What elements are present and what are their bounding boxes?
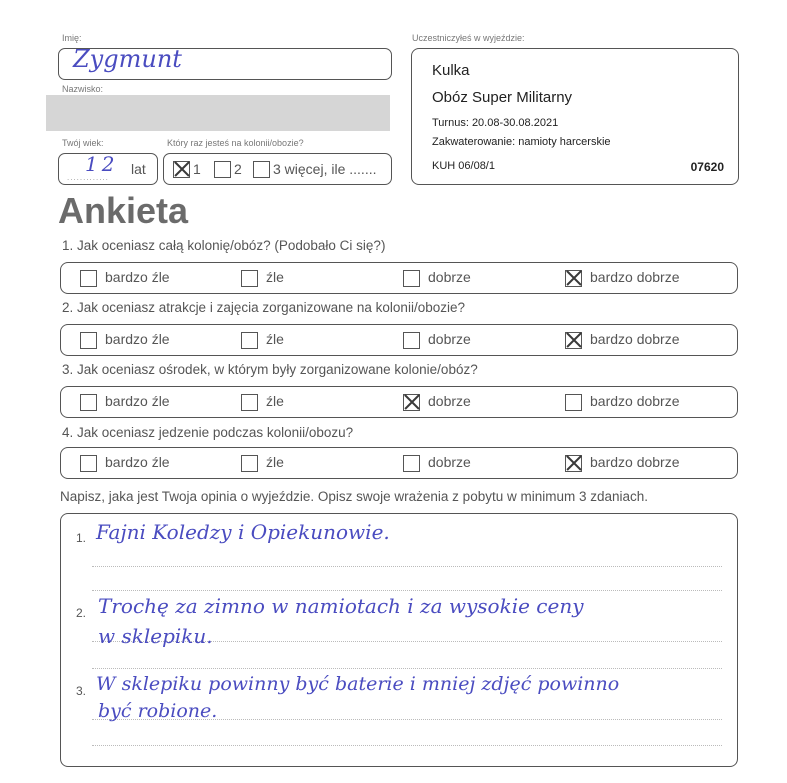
question-2-checkbox-2[interactable]	[241, 332, 258, 349]
name-label: Imię:	[62, 33, 82, 43]
question-2-option-label: bardzo źle	[105, 331, 170, 347]
opinion-2-line-2: w sklepiku.	[98, 624, 213, 648]
times-field	[163, 153, 392, 185]
redacted-surname	[46, 95, 390, 131]
question-4-option-label: źle	[266, 454, 284, 470]
age-value: 12	[85, 152, 119, 176]
question-4-checkbox-3[interactable]	[403, 455, 420, 472]
question-3-option-label: bardzo źle	[105, 393, 170, 409]
opinion-3-line-1: W sklepiku powinny być baterie i mniej zdjęć powinno	[96, 673, 620, 695]
ruled-line	[92, 590, 722, 591]
question-2-checkbox-3[interactable]	[403, 332, 420, 349]
question-4-option-label: bardzo dobrze	[590, 454, 680, 470]
opinion-number-1: 1.	[76, 531, 87, 545]
question-3-checkbox-3[interactable]	[403, 394, 420, 411]
name-field[interactable]	[58, 45, 392, 80]
opinion-number-2: 2.	[76, 606, 87, 620]
question-3-option-label: dobrze	[428, 393, 471, 409]
question-1-checkbox-1[interactable]	[80, 270, 97, 287]
trip-label: Uczestniczyłeś w wyjeździe:	[412, 33, 525, 43]
opinion-3-line-2: być robione.	[98, 700, 218, 722]
question-3-option-label: źle	[266, 393, 284, 409]
question-2-checkbox-4[interactable]	[565, 332, 582, 349]
question-2-option-label: bardzo dobrze	[590, 331, 680, 347]
opinion-number-3: 3.	[76, 684, 87, 698]
question-1-text: 1. Jak oceniasz całą kolonię/obóz? (Podobało Ci się?)	[62, 238, 386, 253]
question-1-checkbox-2[interactable]	[241, 270, 258, 287]
question-4-text: 4. Jak oceniasz jedzenie podczas kolonii/obozu?	[62, 425, 354, 440]
opinion-prompt: Napisz, jaka jest Twoja opinia o wyjeździe. Opisz swoje wrażenia z pobytu w minimum 3 zdaniach.	[60, 489, 649, 504]
org-name: Kulka	[432, 62, 470, 79]
question-1-checkbox-4[interactable]	[565, 270, 582, 287]
question-4-checkbox-4[interactable]	[565, 455, 582, 472]
surname-label: Nazwisko:	[62, 84, 104, 94]
question-3-option-label: bardzo dobrze	[590, 393, 680, 409]
question-4-option-label: bardzo źle	[105, 454, 170, 470]
name-value: Zygmunt	[73, 45, 182, 73]
times-label: Który raz jesteś na kolonii/obozie?	[167, 138, 304, 148]
question-4-option-label: dobrze	[428, 454, 471, 470]
question-1-option-label: bardzo źle	[105, 269, 170, 285]
question-1-option-label: źle	[266, 269, 284, 285]
question-2-checkbox-1[interactable]	[80, 332, 97, 349]
age-dots: .............	[67, 173, 109, 182]
camp-name: Obóz Super Militarny	[432, 89, 573, 106]
age-unit: lat	[131, 161, 146, 177]
question-3-checkbox-2[interactable]	[241, 394, 258, 411]
opinion-1-line-1: Fajni Koledzy i Opiekunowie.	[96, 520, 390, 544]
page-title: Ankieta	[58, 190, 189, 231]
times-option-1: 1	[193, 161, 201, 177]
question-1-option-label: bardzo dobrze	[590, 269, 680, 285]
times-option-3: 3 więcej, ile .......	[273, 161, 377, 177]
ruled-line	[92, 668, 722, 669]
question-3-text: 3. Jak oceniasz ośrodek, w którym były zorganizowane kolonie/obóz?	[62, 362, 478, 377]
ruled-line	[92, 566, 722, 567]
opinion-2-line-1: Trochę za zimno w namiotach i za wysokie ceny	[98, 594, 584, 618]
question-2-option-label: dobrze	[428, 331, 471, 347]
times-option-2: 2	[234, 161, 242, 177]
question-2-option-label: źle	[266, 331, 284, 347]
question-2-text: 2. Jak oceniasz atrakcje i zajęcia zorganizowane na kolonii/obozie?	[62, 300, 465, 315]
turnus: Turnus: 20.08-30.08.2021	[432, 117, 559, 129]
ruled-line	[92, 745, 722, 746]
trip-card	[411, 48, 739, 185]
question-4-checkbox-2[interactable]	[241, 455, 258, 472]
times-checkbox-3[interactable]	[253, 161, 270, 178]
question-1-checkbox-3[interactable]	[403, 270, 420, 287]
age-field[interactable]	[58, 153, 158, 185]
trip-number: 07620	[690, 160, 724, 174]
trip-code: KUH 06/08/1	[432, 160, 495, 172]
question-3-checkbox-4[interactable]	[565, 394, 582, 411]
question-1-option-label: dobrze	[428, 269, 471, 285]
question-4-checkbox-1[interactable]	[80, 455, 97, 472]
age-label: Twój wiek:	[62, 138, 104, 148]
accommodation: Zakwaterowanie: namioty harcerskie	[432, 136, 611, 148]
times-checkbox-2[interactable]	[214, 161, 231, 178]
question-3-checkbox-1[interactable]	[80, 394, 97, 411]
times-checkbox-1[interactable]	[173, 161, 190, 178]
